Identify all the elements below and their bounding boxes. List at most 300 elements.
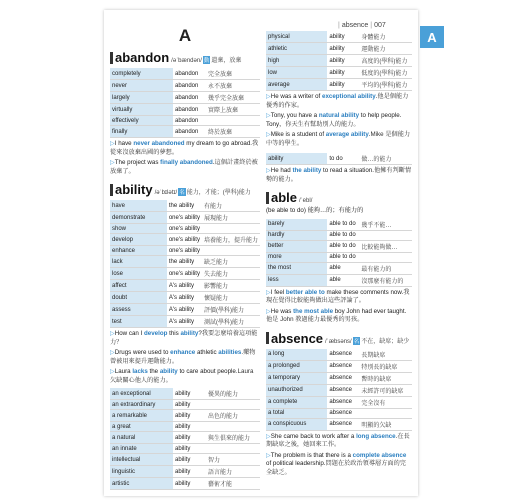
translation: 幾乎不能… (359, 219, 412, 231)
examples (266, 93, 412, 148)
pattern: one's ability (168, 225, 200, 232)
definition: 能力，才能；(學科)能力 (186, 190, 251, 196)
collocate: test (110, 316, 167, 328)
pattern: absence (327, 360, 359, 372)
example-sentence (110, 349, 260, 366)
collocation-row (266, 240, 412, 252)
pattern: able to do (327, 230, 359, 240)
translation: 沒那麼有能力的 (359, 274, 412, 286)
examples (110, 330, 260, 385)
collocation-row (110, 268, 260, 280)
collocation-row (266, 67, 412, 79)
entry-abandon-head (110, 50, 260, 65)
collocate: a remarkable (110, 410, 173, 422)
headword: absence (271, 330, 324, 346)
collocate: an innate (110, 444, 173, 454)
translation: 優異的能力 (206, 388, 260, 400)
collocate: never (110, 80, 173, 92)
example-text: athletic (195, 349, 219, 356)
collocate: physical (266, 31, 327, 43)
example-text: . (368, 131, 371, 138)
collocate: artistic (110, 478, 173, 490)
highlight: ability (180, 330, 199, 337)
example-text: He was (270, 307, 294, 315)
examples (266, 289, 412, 325)
collocation-row (266, 372, 412, 384)
collocation-table (110, 388, 260, 490)
translation: 缺乏能力 (202, 256, 260, 268)
pattern: able (327, 262, 359, 274)
collocation-row (266, 252, 412, 262)
left-column (110, 10, 260, 490)
highlight: enhance (170, 349, 196, 356)
translation (359, 252, 412, 262)
translation: 藥物曾被用來提升運動能力。 (110, 349, 256, 365)
collocation-row (110, 80, 260, 92)
translation: 藝術才能 (206, 478, 260, 490)
translation: 終於放棄 (206, 126, 260, 138)
collocation-row (110, 200, 260, 212)
collocation-row (110, 304, 260, 316)
translation: 你天生有幫助別人的能力。 (285, 120, 360, 128)
examples (266, 433, 412, 478)
pattern: one's ability (167, 234, 202, 246)
collocate: hardly (266, 230, 327, 240)
example-sentence (110, 140, 260, 157)
collocation-row (266, 418, 412, 430)
collocation-row (266, 31, 412, 43)
pattern: A's ability (167, 280, 202, 292)
translation: 失去能力 (202, 268, 260, 280)
translation: 實際上放棄 (206, 104, 260, 116)
pattern: able to do (327, 252, 359, 262)
collocate: a conspicuous (266, 418, 327, 430)
translation: 我要怎麼培養這項能力？ (110, 330, 258, 346)
example-sentence (110, 330, 260, 347)
collocation-row (266, 43, 412, 55)
example-sentence (266, 93, 412, 110)
collocate: completely (110, 68, 173, 80)
collocation-row (110, 126, 260, 138)
collocation-row (110, 246, 260, 256)
headword: abandon (115, 50, 170, 65)
pattern: ability (327, 67, 359, 79)
translation: 出色的能力 (206, 410, 260, 422)
collocate: virtually (110, 104, 173, 116)
running-header-word: absence (341, 22, 369, 29)
triangle-icon: ▷ (110, 330, 115, 337)
collocate: have (110, 200, 167, 212)
translation: 暫時的缺席 (359, 372, 412, 384)
example-text: boy John had ever taught. (333, 307, 407, 315)
highlight: abilities (218, 349, 242, 356)
collocate: average (266, 79, 327, 91)
translation: 長期缺席 (359, 349, 412, 361)
collocation-row (110, 466, 260, 478)
collocate: a complete (266, 396, 327, 408)
collocation-row (110, 410, 260, 422)
collocate: demonstrate (110, 212, 167, 224)
example-sentence (266, 167, 412, 184)
collocation-row (110, 224, 260, 234)
collocate: finally (110, 126, 173, 138)
example-text: to read a situation. (321, 167, 374, 174)
example-sentence (266, 308, 412, 325)
example-text: to help people. Tony， (266, 112, 402, 128)
collocation-row (110, 388, 260, 400)
highlight: the ability (292, 167, 322, 174)
pattern: abandon (173, 80, 206, 92)
highlight: average ability (325, 131, 369, 138)
collocation-row (266, 262, 412, 274)
collocate: largely (110, 92, 173, 104)
translation: 培養能力，提升能力 (202, 234, 260, 246)
collocation-row (266, 219, 412, 231)
collocate: a long (266, 349, 327, 361)
example-text: my dream to go abroad. (184, 140, 252, 147)
letter-index-tab[interactable]: A (420, 26, 444, 48)
pattern: able to do (327, 240, 359, 252)
triangle-icon: ▷ (110, 368, 115, 375)
translation: 做…的能力 (359, 153, 412, 165)
example-text: He had (270, 167, 293, 174)
collocate: an exceptional (110, 388, 173, 400)
pattern: absence (327, 372, 359, 384)
pattern: ability (173, 444, 206, 454)
collocate: develop (110, 234, 167, 246)
collocation-row (266, 55, 412, 67)
translation (202, 224, 260, 234)
translation: 評價(學科)能力 (202, 304, 260, 316)
collocate: assess (110, 304, 167, 316)
translation: 明顯的欠缺 (359, 418, 412, 430)
collocation-row (266, 349, 412, 361)
part-of-speech: 名 (179, 190, 185, 196)
entry-able-head (266, 190, 412, 205)
collocate: linguistic (110, 466, 173, 478)
translation: 比較能夠做… (359, 240, 412, 252)
collocate: more (266, 252, 327, 262)
highlight: the most able (293, 307, 334, 315)
collocation-row (110, 234, 260, 246)
example-text: . (395, 432, 398, 440)
pattern: ability (173, 410, 206, 422)
pattern: the ability (167, 200, 202, 212)
example-text: . (212, 159, 215, 166)
collocate: enhance (110, 246, 167, 256)
collocation-row (110, 116, 260, 126)
translation: 完全放棄 (206, 68, 260, 80)
pattern: abandon (173, 126, 206, 138)
pronunciation: /ˈebl/ (299, 198, 313, 204)
collocation-row (110, 68, 260, 80)
collocation-table (110, 200, 260, 328)
collocate: ability (266, 153, 327, 165)
right-column (266, 28, 412, 477)
example-text: He was a writer of (270, 93, 322, 100)
collocation-row (110, 316, 260, 328)
collocation-row (110, 432, 260, 444)
pattern: one's ability (167, 212, 202, 224)
example-text: Mike is a student of (270, 131, 326, 138)
collocation-row (266, 274, 412, 286)
pattern: abandon (173, 104, 206, 116)
pattern: ability (327, 55, 359, 67)
translation: 我從來沒放棄出國的夢想。 (110, 140, 259, 156)
collocation-table (266, 153, 412, 165)
pattern: one's ability (168, 247, 200, 254)
pattern: abandon (173, 68, 206, 80)
example-text: . (241, 349, 244, 356)
pattern: ability (173, 478, 206, 490)
collocate: an extraordinary (110, 400, 173, 410)
collocate: a natural (110, 432, 173, 444)
highlight: develop (144, 330, 168, 337)
translation: 智力 (206, 454, 260, 466)
pronunciation: /əˈbɪlətɪ/ (154, 190, 178, 196)
example-text: this (167, 330, 181, 337)
example-text: She came back to work after a (270, 432, 357, 440)
triangle-icon: ▷ (266, 112, 271, 119)
collocate: a temporary (266, 372, 327, 384)
collocate: barely (266, 219, 327, 231)
example-text: Tony, you have a (270, 112, 319, 119)
example-text: Drugs were used to (114, 349, 171, 356)
example-text: to care about people. (177, 368, 238, 375)
collocation-row (266, 79, 412, 91)
collocate: lack (110, 256, 167, 268)
translation: Mike 是個能力中等的學生。 (266, 131, 411, 147)
collocate: a great (110, 422, 173, 432)
translation (359, 408, 412, 418)
translation (206, 400, 260, 410)
pronunciation: /əˈbændən/ (171, 58, 202, 64)
definition: 不在，缺席；缺少 (361, 338, 410, 345)
headword: able (271, 190, 298, 205)
collocate: affect (110, 280, 167, 292)
collocate: less (266, 274, 327, 286)
definition: (be able to do) 能夠…的；有能力的 (266, 207, 364, 214)
pronunciation: /ˈæbsəns/ (325, 338, 352, 345)
translation: 未經許可的缺席 (359, 384, 412, 396)
highlight: never abandoned (133, 140, 185, 147)
triangle-icon: ▷ (110, 349, 115, 356)
translation: 測試(學科)能力 (202, 316, 260, 328)
example-sentence (266, 289, 412, 306)
collocate: show (110, 224, 167, 234)
pattern: ability (327, 79, 359, 91)
collocation-row (110, 92, 260, 104)
collocate: intellectual (110, 454, 173, 466)
example-text: . (375, 93, 378, 100)
translation: 他擁有判斷情勢的能力。 (266, 167, 412, 183)
collocation-table (266, 349, 412, 431)
collocation-row (110, 292, 260, 304)
highlight: ability (159, 368, 178, 375)
part-of-speech: 動 (203, 58, 210, 64)
translation: 他是個能力優秀的作家。 (266, 93, 409, 109)
translation: 有能力 (202, 200, 260, 212)
translation (206, 422, 260, 432)
definition: 遺棄，放棄 (211, 58, 242, 64)
collocation-row (110, 400, 260, 410)
running-header: | absence | 007 (338, 22, 386, 29)
highlight: complete absence (352, 451, 407, 459)
translation (202, 246, 260, 256)
example-sentence (266, 433, 412, 450)
translation: 影響能力 (202, 280, 260, 292)
collocate: the most (266, 262, 327, 274)
collocation-row (110, 280, 260, 292)
entry-ability-head (110, 182, 260, 197)
collocation-row (266, 230, 412, 240)
collocation-row (266, 384, 412, 396)
translation: 在長期缺席之後，她回來工作。 (266, 432, 410, 448)
part-of-speech: 名 (353, 338, 360, 345)
triangle-icon: ▷ (266, 307, 271, 315)
translation: 與生俱來的能力 (206, 432, 260, 444)
example-text: I feel (270, 288, 286, 296)
translation: 低度的(學科)能力 (359, 67, 412, 79)
translation: 懷疑能力 (202, 292, 260, 304)
translation: 永不放棄 (206, 80, 260, 92)
translation: 身體能力 (359, 31, 412, 43)
collocation-row (110, 422, 260, 432)
translation: 特別長的缺席 (359, 360, 412, 372)
examples (110, 140, 260, 176)
highlight: lacks (132, 368, 148, 375)
translation (359, 230, 412, 240)
example-text: make these comments now. (324, 288, 404, 296)
example-text: Laura (114, 368, 133, 375)
highlight: finally abandoned (160, 159, 213, 166)
collocate: better (266, 240, 327, 252)
example-text: I have (114, 140, 134, 147)
translation: 語言能力 (206, 466, 260, 478)
headword: ability (115, 182, 153, 197)
pattern: able (327, 274, 359, 286)
collocation-row (110, 104, 260, 116)
translation: 我現在覺得比較能夠做出這些評論了。 (266, 288, 410, 304)
pattern: to do (327, 153, 359, 165)
pattern: absence (327, 349, 359, 361)
entry-absence-head (266, 331, 412, 346)
triangle-icon: ▷ (110, 159, 115, 166)
example-sentence (110, 159, 260, 176)
example-text: ? (198, 330, 202, 337)
translation (206, 444, 260, 454)
pattern: one's ability (167, 268, 202, 280)
translation: 運動能力 (359, 43, 412, 55)
pattern: absence (327, 408, 359, 418)
collocate: high (266, 55, 327, 67)
pattern: ability (173, 432, 206, 444)
collocate: athletic (266, 43, 327, 55)
pattern: abandon (173, 116, 206, 126)
pattern: ability (173, 422, 206, 432)
highlight: long absence (356, 432, 396, 440)
collocate: lose (110, 268, 167, 280)
collocate: unauthorized (266, 384, 327, 396)
triangle-icon: ▷ (266, 167, 271, 174)
example-text: the (147, 368, 160, 375)
translation: 高度的(學科)能力 (359, 55, 412, 67)
example-sentence (266, 131, 412, 148)
highlight: natural ability (318, 112, 360, 119)
translation: 這個計畫終於被放棄了。 (110, 159, 258, 175)
collocation-row (266, 360, 412, 372)
triangle-icon: ▷ (266, 451, 271, 459)
translation: 平均的(學科)能力 (359, 79, 412, 91)
translation: 展現能力 (202, 212, 260, 224)
example-sentence (266, 452, 412, 478)
triangle-icon: ▷ (266, 432, 271, 440)
translation (206, 116, 260, 126)
pattern: the ability (167, 256, 202, 268)
collocate: a total (266, 408, 327, 418)
pattern: A's ability (167, 292, 202, 304)
triangle-icon: ▷ (266, 93, 271, 100)
pattern: absence (327, 418, 359, 430)
pattern: A's ability (167, 316, 202, 328)
collocation-row (110, 444, 260, 454)
section-letter: A (178, 26, 192, 45)
collocation-row (266, 153, 412, 165)
page-number: 007 (374, 22, 386, 29)
pattern: ability (327, 43, 359, 55)
translation: 問題在於政治領導層方面的完全缺乏。 (266, 460, 406, 476)
triangle-icon: ▷ (266, 131, 271, 138)
pattern: abandon (173, 92, 206, 104)
pattern: absence (327, 384, 359, 396)
triangle-icon: ▷ (110, 140, 115, 147)
pattern: ability (173, 400, 206, 410)
pattern: absence (327, 396, 359, 408)
pattern: A's ability (167, 304, 202, 316)
example-sentence (110, 368, 260, 385)
translation: Laura 欠缺關心他人的能力。 (110, 368, 254, 384)
collocate: doubt (110, 292, 167, 304)
pattern: ability (173, 466, 206, 478)
pattern: able to do (327, 219, 359, 231)
example-text: The project was (114, 159, 161, 166)
collocation-row (110, 212, 260, 224)
dictionary-page (104, 10, 418, 496)
pattern: ability (327, 31, 359, 43)
translation: 他是 John 教過能力最優秀的男孩。 (266, 316, 364, 323)
translation: 完全沒有 (359, 396, 412, 408)
example-text: of political leadership. (266, 460, 326, 467)
pattern: ability (173, 454, 206, 466)
collocation-row (110, 256, 260, 268)
example-sentence (266, 112, 412, 129)
examples (266, 167, 412, 184)
pattern: ability (173, 388, 206, 400)
collocation-row (110, 454, 260, 466)
collocation-table (266, 219, 412, 287)
collocation-row (266, 408, 412, 418)
translation: 最有能力的 (359, 262, 412, 274)
example-text: How can I (114, 330, 144, 337)
collocation-table (110, 68, 260, 138)
collocate: a prolonged (266, 360, 327, 372)
collocate: low (266, 67, 327, 79)
translation: 幾乎完全放棄 (206, 92, 260, 104)
example-text: The problem is that there is a (270, 451, 353, 459)
highlight: better able to (285, 288, 325, 296)
highlight: exceptional ability (322, 93, 376, 100)
collocation-row (110, 478, 260, 490)
